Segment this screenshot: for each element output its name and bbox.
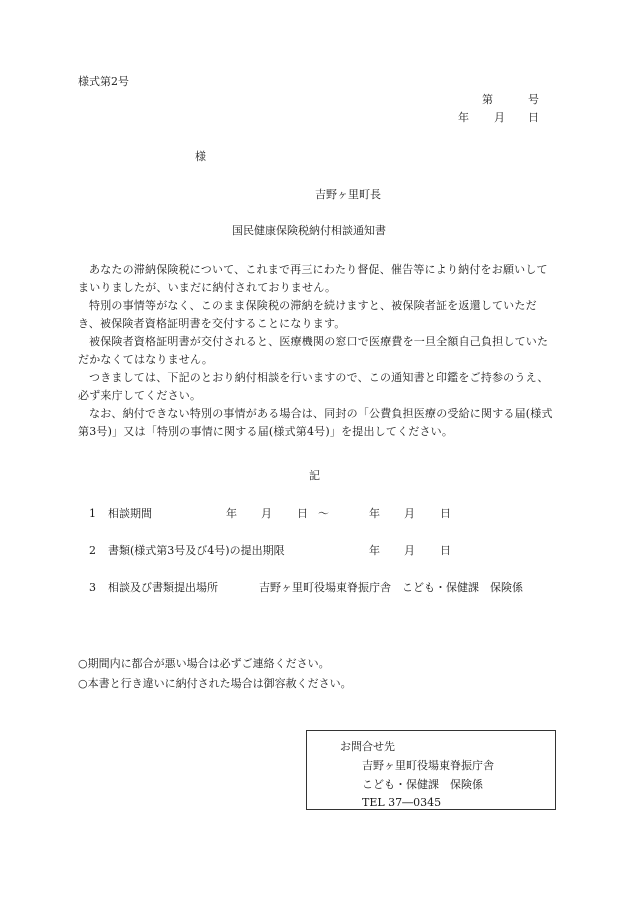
item-year: 年 (369, 544, 380, 557)
item-tilde: ～ (318, 507, 329, 520)
item-month: 月 (404, 544, 415, 557)
contact-heading: お問合せ先 (340, 740, 395, 753)
note: ○本書と行き違いに納付された場合は御容赦ください。 (78, 677, 352, 690)
item-number: 2 (89, 544, 96, 557)
item-year: 年 (226, 507, 237, 520)
item-label: 相談及び書類提出場所 (108, 581, 218, 594)
item-day: 日 (440, 507, 451, 520)
item-month: 月 (404, 507, 415, 520)
form-number: 様式第2号 (78, 75, 129, 88)
item-label: 相談期間 (108, 507, 152, 520)
paragraph: なお、納付できない特別の事情がある場合は、同封の「公費負担医療の受給に関する届(様式第3号)」又は「特別の事情に関する届(様式第4号)」を提出してください。 (78, 407, 553, 438)
contact-tel: TEL 37―0345 (362, 796, 442, 809)
paragraph: つきましては、下記のとおり納付相談を行いますので、この通知書と印鑑をご持参のうえ、必ず来庁してください。 (78, 371, 549, 402)
item-label: 書類(様式第3号及び4号)の提出期限 (108, 544, 285, 557)
addressee-suffix: 様 (195, 150, 206, 163)
item-day: 日 (440, 544, 451, 557)
doc-no-dai: 第 (482, 93, 493, 106)
contact-section: こども・保健課 保険係 (362, 778, 483, 791)
date-month: 月 (494, 111, 505, 124)
item-number: 3 (89, 581, 96, 594)
date-year: 年 (458, 111, 469, 124)
date-day: 日 (528, 111, 539, 124)
item-day: 日 (297, 507, 308, 520)
contact-office: 吉野ヶ里町役場東脊振庁舎 (362, 759, 494, 772)
note: ○期間内に都合が悪い場合は必ずご連絡ください。 (78, 657, 330, 670)
paragraph: 被保険者資格証明書が交付されると、医療機関の窓口で医療費を一旦全額自己負担していただかなくてはなりません。 (78, 335, 549, 366)
item-number: 1 (89, 507, 96, 520)
paragraph: あなたの滞納保険税について、これまで再三にわたり督促、催告等により納付をお願いしてまいりましたが、いまだに納付されておりません。 (78, 263, 548, 294)
sender: 吉野ヶ里町長 (315, 188, 381, 201)
paragraph: 特別の事情等がなく、このまま保険税の滞納を続けますと、被保険者証を返還していただき、被保険者資格証明書を交付することになります。 (78, 299, 537, 330)
document-title: 国民健康保険税納付相談通知書 (232, 224, 386, 237)
ki-heading: 記 (309, 469, 320, 482)
item-year: 年 (369, 507, 380, 520)
item-place: 吉野ヶ里町役場東脊振庁舎 こども・保健課 保険係 (259, 581, 523, 594)
item-month: 月 (261, 507, 272, 520)
contact-box (306, 730, 556, 810)
doc-no-go: 号 (528, 93, 539, 106)
